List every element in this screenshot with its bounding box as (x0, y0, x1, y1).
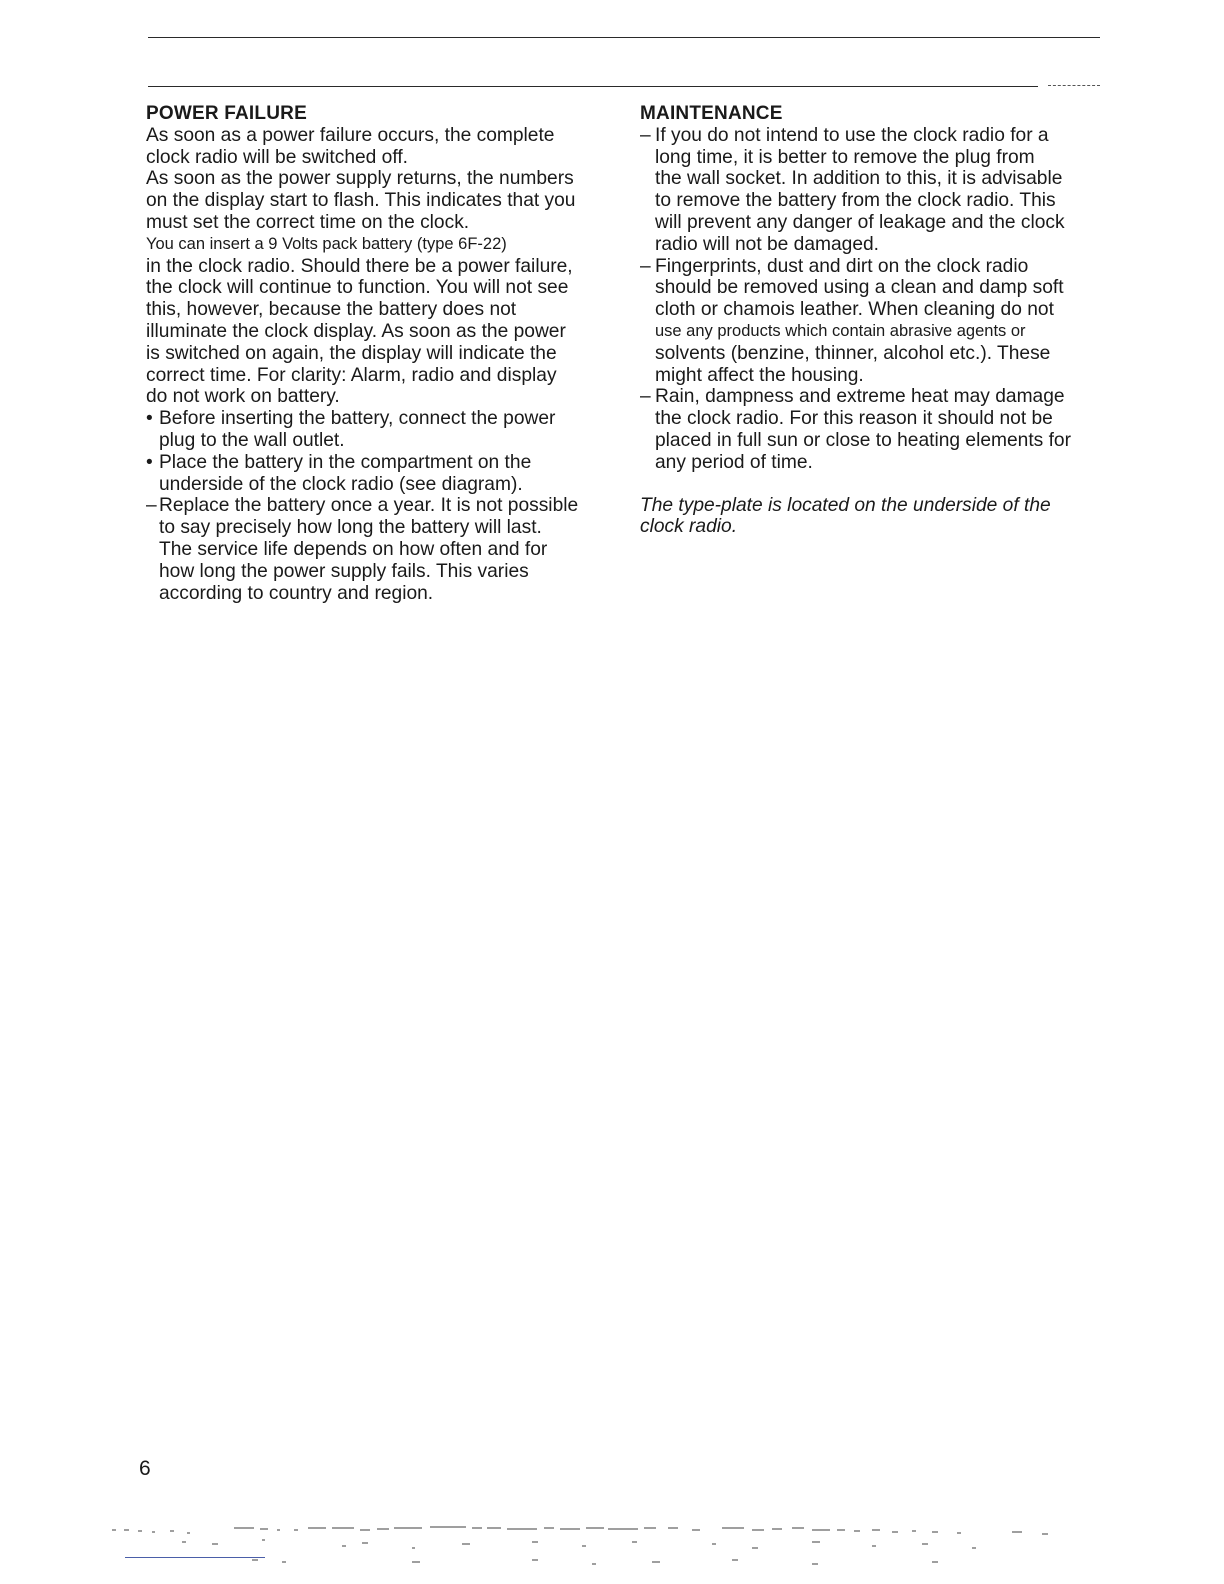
dash-line: long time, it is better to remove the plug from (655, 146, 1035, 168)
dash-item (640, 256, 1110, 387)
paragraph-line: in the clock radio. Should there be a power failure, (146, 255, 573, 277)
note-line: The type-plate is located on the underside of the (640, 494, 1051, 516)
maintenance-section (640, 103, 1110, 538)
paragraph-line: the clock will continue to function. You will not see (146, 277, 569, 299)
bullet-line: Before inserting the battery, connect the power (159, 408, 556, 430)
bullet-line: plug to the wall outlet. (159, 429, 345, 451)
dash-line: placed in full sun or close to heating elements for (655, 429, 1071, 451)
paragraph-line: must set the correct time on the clock. (146, 211, 470, 233)
dash-line: Replace the battery once a year. It is not possible (159, 495, 579, 517)
footer-line (125, 1557, 265, 1558)
dash-mark: – (640, 386, 651, 408)
dash-line: according to country and region. (159, 582, 434, 604)
battery-type-line: You can insert a 9 Volts pack battery (type 6F-22) (146, 234, 507, 253)
dash-line: the wall socket. In addition to this, it is advisable (655, 168, 1063, 190)
dash-line: any period of time. (655, 451, 813, 473)
dash-mark: – (146, 495, 157, 517)
bullet-item (146, 408, 621, 452)
paragraph-line: on the display start to flash. This indicates that you (146, 190, 576, 212)
maintenance-heading: MAINTENANCE (640, 103, 783, 124)
paragraph-line: clock radio will be switched off. (146, 146, 408, 168)
paragraph-line: do not work on battery. (146, 386, 340, 408)
bullet-mark: • (146, 408, 153, 430)
dash-line: Rain, dampness and extreme heat may damage (655, 386, 1065, 408)
paragraph-line: As soon as the power supply returns, the numbers (146, 168, 574, 190)
page-number: 6 (139, 1457, 151, 1480)
bullet-line: Place the battery in the compartment on the (159, 451, 532, 473)
dash-line: The service life depends on how often and for (159, 538, 548, 560)
dash-item (640, 386, 1110, 473)
note-line: clock radio. (640, 516, 738, 538)
paragraph-line: correct time. For clarity: Alarm, radio and display (146, 364, 557, 386)
top-rule (148, 37, 1100, 38)
header-rule-dashes (1048, 85, 1100, 88)
dash-line: how long the power supply fails. This varies (159, 560, 529, 582)
dash-line: Fingerprints, dust and dirt on the clock radio (655, 255, 1029, 277)
power-failure-section (146, 103, 621, 604)
dash-line: the clock radio. For this reason it should not be (655, 408, 1053, 430)
dash-line: should be removed using a clean and damp soft (655, 277, 1064, 299)
dash-line: solvents (benzine, thinner, alcohol etc.). These (655, 342, 1051, 364)
paragraph-line: is switched on again, the display will indicate the (146, 342, 557, 364)
dash-line: If you do not intend to use the clock radio for a (655, 124, 1049, 146)
dash-line: to remove the battery from the clock radio. This (655, 190, 1056, 212)
dash-line: will prevent any danger of leakage and the clock (655, 211, 1065, 233)
bullet-item (146, 452, 621, 496)
dash-line: might affect the housing. (655, 364, 864, 386)
dash-line: radio will not be damaged. (655, 233, 879, 255)
header-rule (148, 86, 1038, 87)
paragraph-line: this, however, because the battery does not (146, 299, 517, 321)
dash-line: to say precisely how long the battery will last. (159, 517, 542, 539)
dash-item (640, 125, 1110, 256)
scan-noise (112, 1524, 1102, 1568)
paragraph-line: illuminate the clock display. As soon as the power (146, 320, 566, 342)
dash-line: cloth or chamois leather. When cleaning do not (655, 299, 1054, 321)
bullet-line: underside of the clock radio (see diagram). (159, 473, 523, 495)
dash-line-small: use any products which contain abrasive agents or (655, 321, 1026, 340)
dash-mark: – (640, 124, 651, 146)
bullet-mark: • (146, 451, 153, 473)
type-plate-note (640, 495, 1110, 539)
dash-mark: – (640, 255, 651, 277)
power-failure-heading: POWER FAILURE (146, 103, 307, 124)
dash-item (146, 495, 621, 604)
paragraph-line: As soon as a power failure occurs, the complete (146, 124, 555, 146)
